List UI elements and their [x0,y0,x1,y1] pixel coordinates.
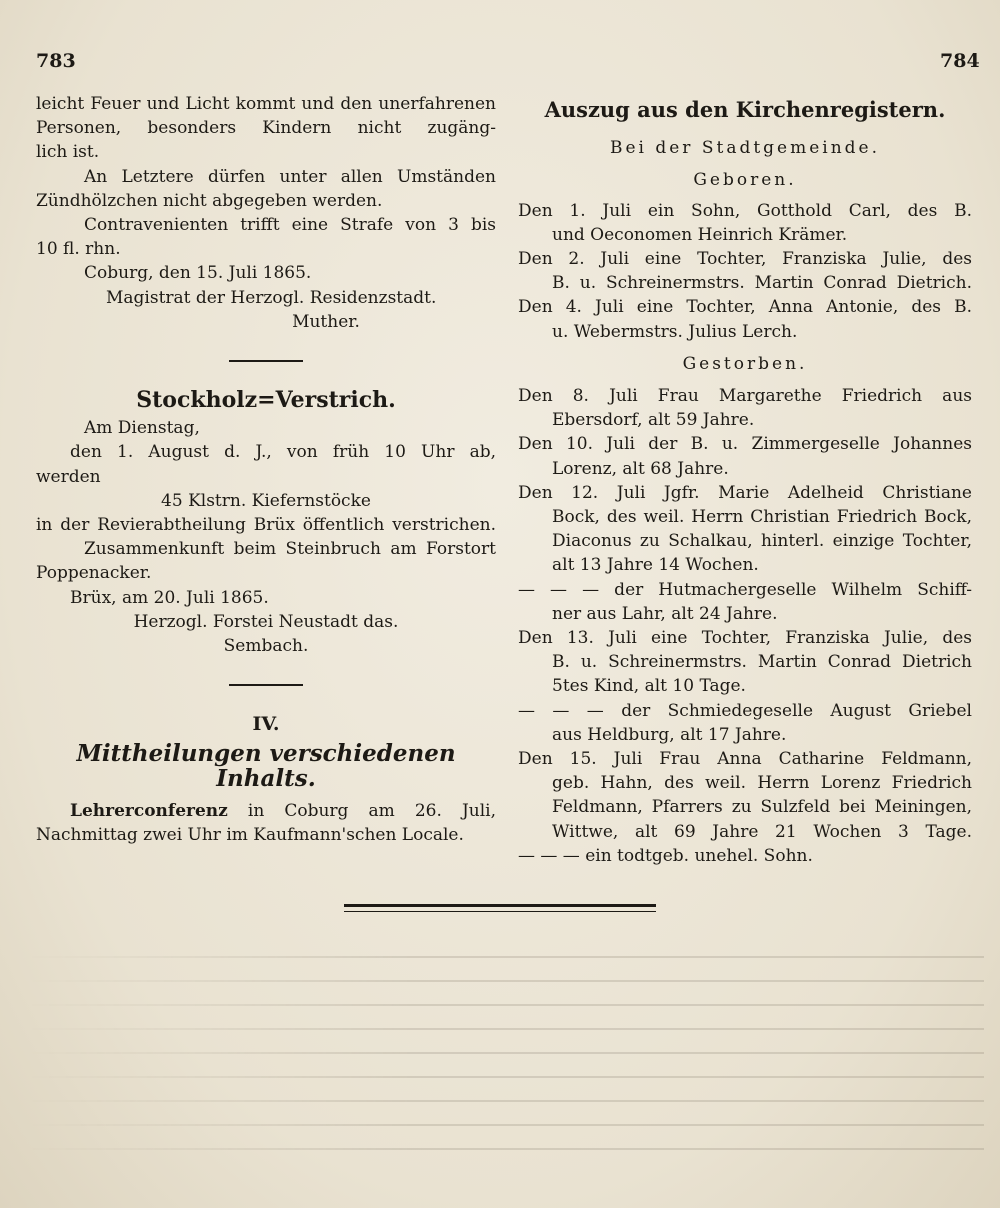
auction-date: Brüx, am 20. Juli 1865. [70,587,269,608]
born-heading: Geboren. [693,170,797,191]
page-number-right: 784 [940,50,980,72]
register-entry-line: B. u. Schreinermstrs. Martin Conrad Dietrich. [552,273,972,294]
auction-line: 45 Klstrn. Kiefernstöcke [161,490,371,511]
register-entry-line: Den 15. Juli Frau Anna Catharine Feldmann, [518,749,972,770]
register-entry-line: Den 10. Juli der B. u. Zimmergeselle Johannes [518,434,972,455]
bleed-through-texture [24,940,984,1160]
page-end-rule [344,904,656,912]
conference-lead-rest: in Coburg am 26. Juli, [227,800,496,821]
auction-signature: Sembach. [223,636,309,657]
auction-title: Stockholz=Verstrich. [136,387,396,414]
section-divider [229,360,303,362]
register-entry-line: Wittwe, alt 69 Jahre 21 Wochen 3 Tage. [552,821,972,842]
register-entry-line: Feldmann, Pfarrers zu Sulzfeld bei Meiningen, [552,797,972,818]
notice-authority: Magistrat der Herzogl. Residenzstadt. [106,287,437,308]
notice-signature: Muther. [292,311,360,332]
section-iv [36,712,496,847]
notice-line: An Letztere dürfen unter allen Umständen [84,166,496,187]
register-entry-line: 5tes Kind, alt 10 Tage. [552,676,746,697]
conference-line [36,799,496,823]
auction-line: in der Revierabtheilung Brüx öffentlich verstrichen. [36,515,496,536]
register-entry-line: ner aus Lahr, alt 24 Jahre. [552,603,778,624]
register-entry-line: Diaconus zu Schalkau, hinterl. einzige Tochter, [552,531,972,552]
notice-line: Contravenienten trifft eine Strafe von 3 bis [84,215,496,236]
register-entry-line: — — — der Schmiedegeselle August Griebel [518,700,972,721]
register-entry-line: Den 13. Juli eine Tochter, Franziska Julie, des [518,628,972,649]
register-entry-line: Lorenz, alt 68 Jahre. [552,458,729,479]
died-heading: Gestorben. [682,353,808,374]
auction-line: Am Dienstag, [84,418,200,439]
section-divider [229,684,303,686]
born-list [518,199,972,344]
register-entry-line: aus Heldburg, alt 17 Jahre. [552,724,787,745]
register-entry-line: Den 1. Juli ein Sohn, Gotthold Carl, des B. [518,200,972,221]
conference-line-2: Nachmittag zwei Uhr im Kaufmann'schen Locale. [36,825,464,846]
register-entry-line: B. u. Schreinermstrs. Martin Conrad Dietrich [552,652,972,673]
auction-line: den 1. August d. J., von früh 10 Uhr ab, [70,442,496,463]
register-entry-line: alt 13 Jahre 14 Wochen. [552,555,759,576]
registers-subtitle: Bei der Stadtgemeinde. [609,138,881,159]
auction-notice [36,388,496,658]
auction-line: Poppenacker. [36,563,152,584]
register-entry-line: Den 8. Juli Frau Margarethe Friedrich aus [518,386,972,407]
fire-notice [36,92,496,334]
section-numeral: IV. [252,713,280,736]
page-number-left: 783 [36,50,76,72]
register-entry-line: und Oeconomen Heinrich Krämer. [552,224,848,245]
register-entry-line: — — — der Hutmachergeselle Wilhelm Schiff- [518,579,972,600]
notice-line: lich ist. [36,142,100,163]
register-entry-line: — — — ein todtgeb. unehel. Sohn. [518,845,813,866]
died-list [518,384,972,868]
notice-line: Personen, besonders Kindern nicht zugäng- [36,118,496,139]
registers-title: Auszug aus den Kirchenregistern. [544,97,946,122]
register-entry-line: Den 12. Juli Jgfr. Marie Adelheid Christiane [518,482,972,503]
notice-line: 10 fl. rhn. [36,239,121,260]
notice-date: Coburg, den 15. Juli 1865. [84,263,312,284]
register-entry-line: Ebersdorf, alt 59 Jahre. [552,410,755,431]
right-column [518,92,972,868]
notice-line: leicht Feuer und Licht kommt und den unerfahrenen [36,94,496,114]
notice-line: Zündhölzchen nicht abgegeben werden. [36,190,383,211]
register-entry-line: Den 4. Juli eine Tochter, Anna Antonie, des B. [518,297,972,318]
auction-authority: Herzogl. Forstei Neustadt das. [133,611,399,632]
register-entry-line: u. Webermstrs. Julius Lerch. [552,321,798,342]
auction-line: werden [36,466,101,487]
section-title: Mittheilungen verschiedenen Inhalts. [76,740,456,792]
register-entry-line: geb. Hahn, des weil. Herrn Lorenz Friedrich [552,773,972,794]
conference-lead: Lehrerconferenz [70,800,228,821]
auction-line: Zusammenkunft beim Steinbruch am Forstort [84,539,496,560]
left-column [36,92,496,847]
register-entry-line: Den 2. Juli eine Tochter, Franziska Julie, des [518,249,972,270]
register-entry-line: Bock, des weil. Herrn Christian Friedrich Bock, [552,507,972,528]
